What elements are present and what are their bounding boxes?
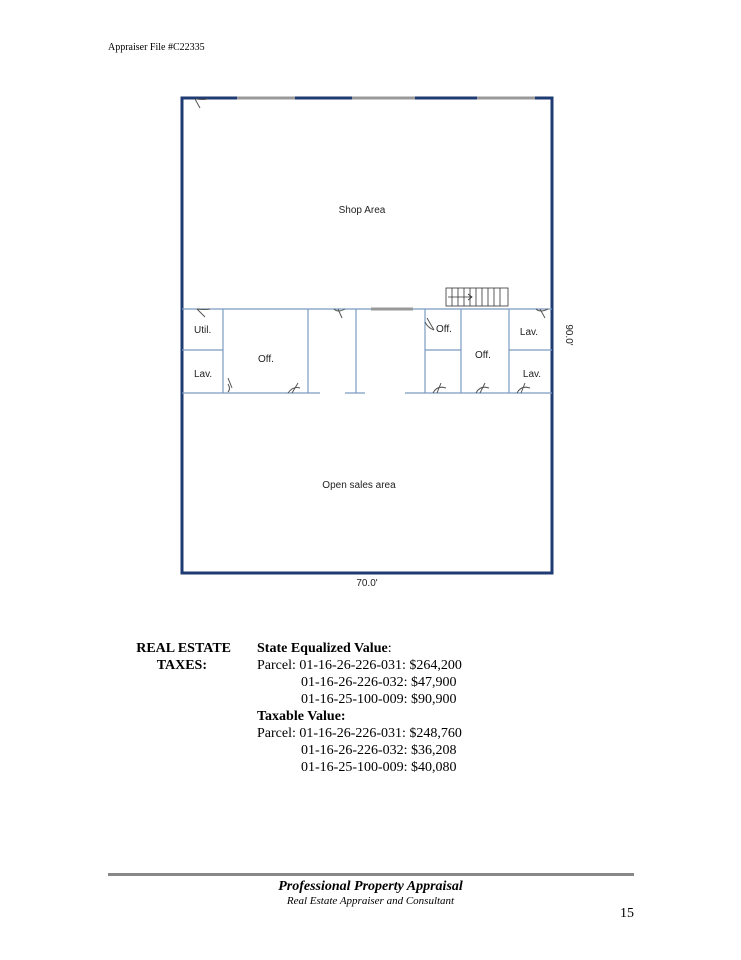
exterior-wall xyxy=(182,98,552,573)
sev-parcel-row: 01-16-25-100-009: $90,900 xyxy=(301,692,457,707)
tax-values xyxy=(257,640,462,776)
room-label-office: Off. xyxy=(436,324,452,335)
door-swing xyxy=(195,99,208,108)
room-label-office: Off. xyxy=(475,350,491,361)
room-label-office: Off. xyxy=(258,354,274,365)
door-swings xyxy=(197,309,548,393)
state-equalized-heading xyxy=(257,640,462,657)
section-heading: REAL ESTATE xyxy=(136,641,231,656)
appraiser-file-number: Appraiser File #C22335 xyxy=(108,42,205,53)
footer-tagline: Real Estate Appraiser and Consultant xyxy=(286,895,455,907)
room-label-lav: Lav. xyxy=(519,327,539,338)
room-label-open-sales-area: Open sales area xyxy=(322,480,396,491)
state-equalized-colon: : xyxy=(387,641,392,656)
sev-parcel-row: Parcel: 01-16-26-226-031: $264,200 xyxy=(257,658,462,673)
interior-partitions xyxy=(182,309,552,393)
footer-divider xyxy=(108,873,634,876)
state-equalized-label: State Equalized Value xyxy=(257,641,388,656)
stairs xyxy=(446,288,508,306)
tv-parcel-row: 01-16-25-100-009: $40,080 xyxy=(301,760,457,775)
footer-company-name: Professional Property Appraisal xyxy=(278,879,463,894)
page-number: 15 xyxy=(620,906,634,921)
room-label-lav: Lav. xyxy=(194,369,213,380)
dimension-width: 70.0' xyxy=(356,578,378,589)
sev-parcel-row: 01-16-26-226-032: $47,900 xyxy=(301,675,457,690)
tv-parcel-row: 01-16-26-226-032: $36,208 xyxy=(301,743,457,758)
section-heading: TAXES: xyxy=(156,658,207,673)
taxable-value-heading: Taxable Value: xyxy=(257,709,346,724)
room-label-shop-area: Shop Area xyxy=(338,205,386,216)
room-label-lav: Lav. xyxy=(522,369,542,380)
tv-parcel-row: Parcel: 01-16-26-226-031: $248,760 xyxy=(257,726,462,741)
dimension-depth: 90.0' xyxy=(563,324,574,346)
room-label-util: Util. xyxy=(194,325,212,336)
